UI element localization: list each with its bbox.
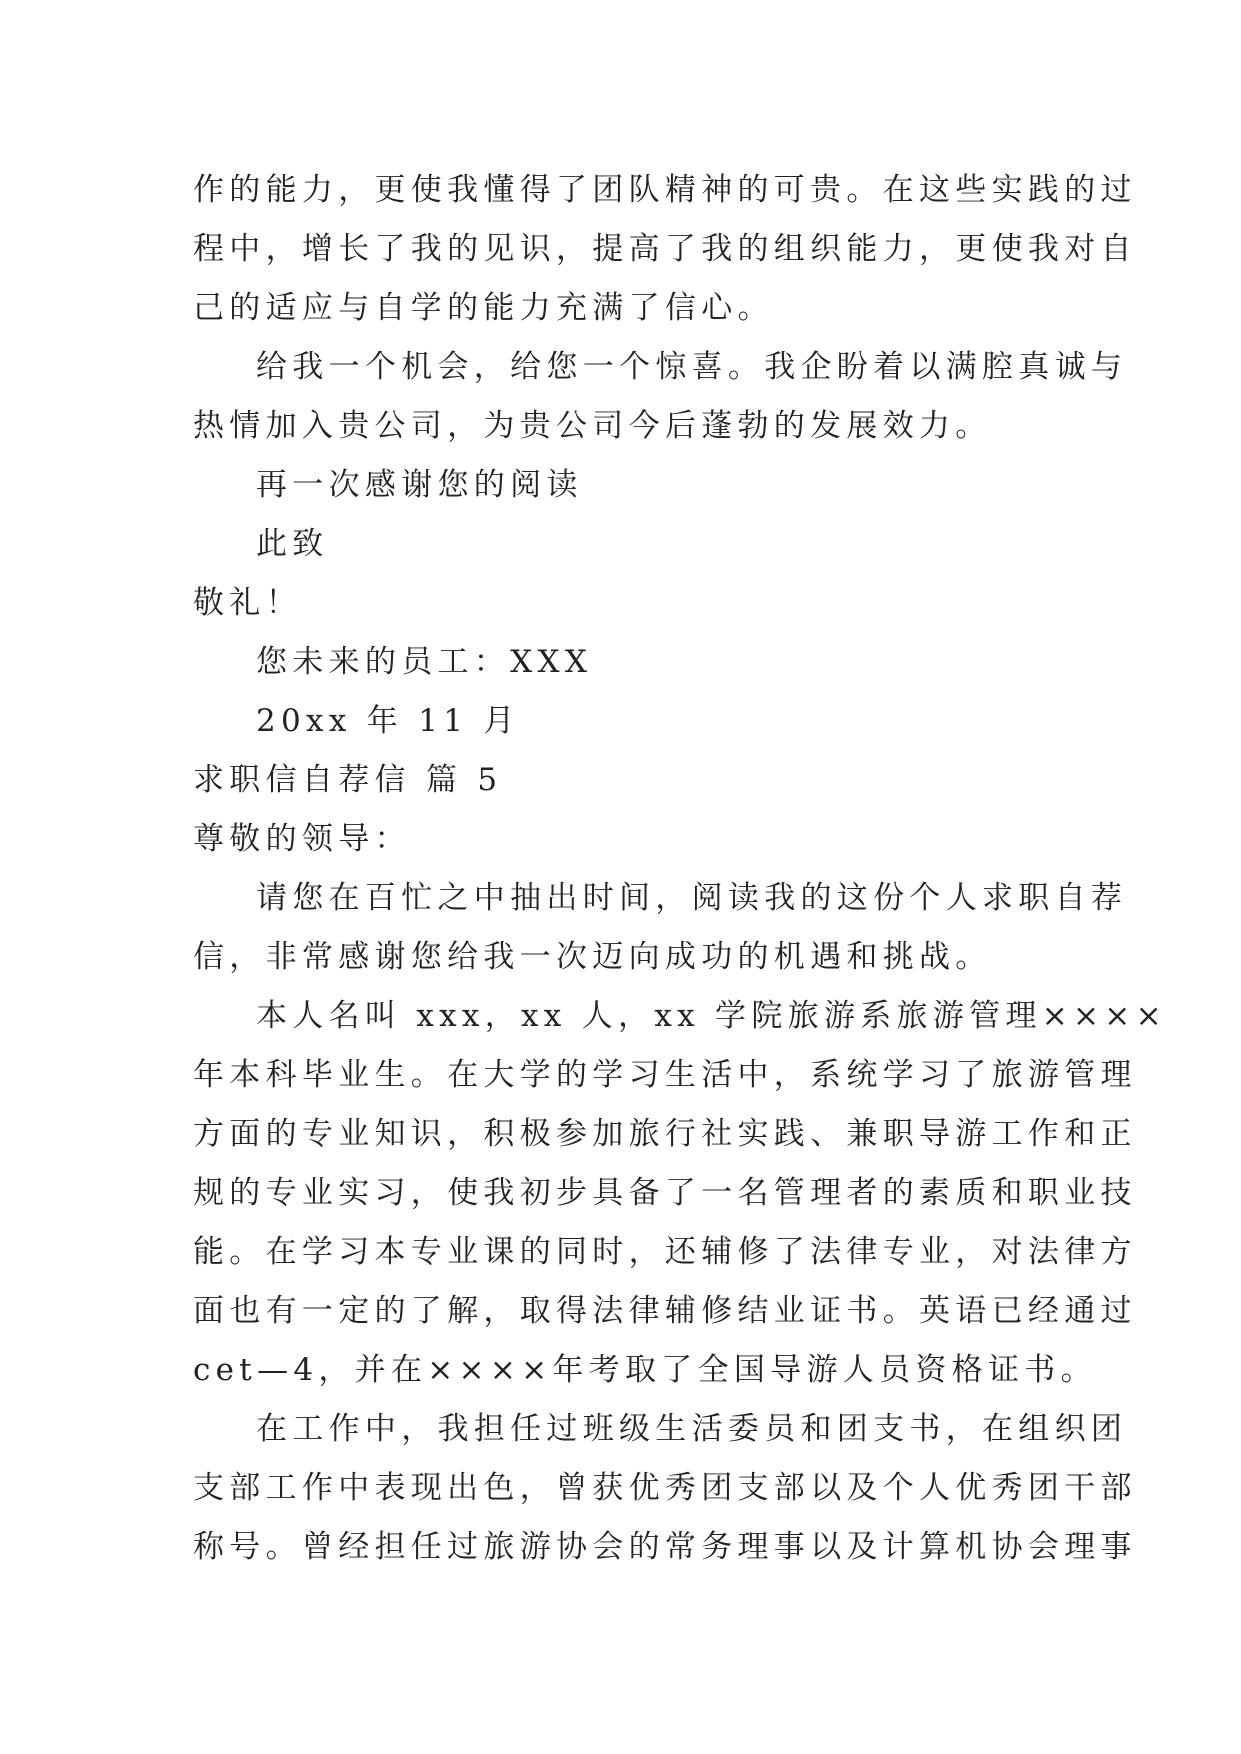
text-line: 年本科毕业生。在大学的学习生活中，系统学习了旅游管理	[193, 1057, 1137, 1093]
text-line: 热情加入贵公司，为贵公司今后蓬勃的发展效力。	[193, 408, 992, 444]
text-line: cet—4，并在××××年考取了全国导游人员资格证书。	[193, 1352, 1097, 1388]
text-line: 信，非常感谢您给我一次迈向成功的机遇和挑战。	[193, 939, 992, 975]
text-line: 程中，增长了我的见识，提高了我的组织能力，更使我对自	[193, 231, 1137, 267]
closing-regards: 敬礼！	[193, 585, 302, 621]
text-line: 面也有一定的了解，取得法律辅修结业证书。英语已经通过	[193, 1293, 1137, 1329]
paragraph-start-line: 请您在百忙之中抽出时间，阅读我的这份个人求职自荐	[256, 880, 1128, 916]
section-title: 求职信自荐信 篇 5	[193, 762, 503, 798]
text-line: 方面的专业知识，积极参加旅行社实践、兼职导游工作和正	[193, 1116, 1137, 1152]
paragraph-start-line: 本人名叫 xxx，xx 人，xx 学院旅游系旅游管理××××	[256, 998, 1167, 1034]
date-line: 20xx 年 11 月	[256, 703, 520, 739]
text-line: 称号。曾经担任过旅游协会的常务理事以及计算机协会理事	[193, 1529, 1137, 1565]
text-line: 能。在学习本专业课的同时，还辅修了法律专业，对法律方	[193, 1234, 1137, 1270]
text-line: 规的专业实习，使我初步具备了一名管理者的素质和职业技	[193, 1175, 1137, 1211]
text-line: 作的能力，更使我懂得了团队精神的可贵。在这些实践的过	[193, 172, 1137, 208]
text-line: 支部工作中表现出色，曾获优秀团支部以及个人优秀团干部	[193, 1470, 1137, 1506]
signature-line: 您未来的员工：XXX	[256, 644, 593, 680]
text-line: 己的适应与自学的能力充满了信心。	[193, 290, 774, 326]
paragraph-start-line: 在工作中，我担任过班级生活委员和团支书，在组织团	[256, 1411, 1128, 1447]
closing-thanks: 再一次感谢您的阅读	[256, 467, 583, 503]
paragraph-start-line: 给我一个机会，给您一个惊喜。我企盼着以满腔真诚与	[256, 349, 1128, 385]
closing-salutation: 此致	[256, 526, 329, 562]
document-body	[193, 161, 1167, 1577]
greeting-line: 尊敬的领导：	[193, 821, 411, 857]
